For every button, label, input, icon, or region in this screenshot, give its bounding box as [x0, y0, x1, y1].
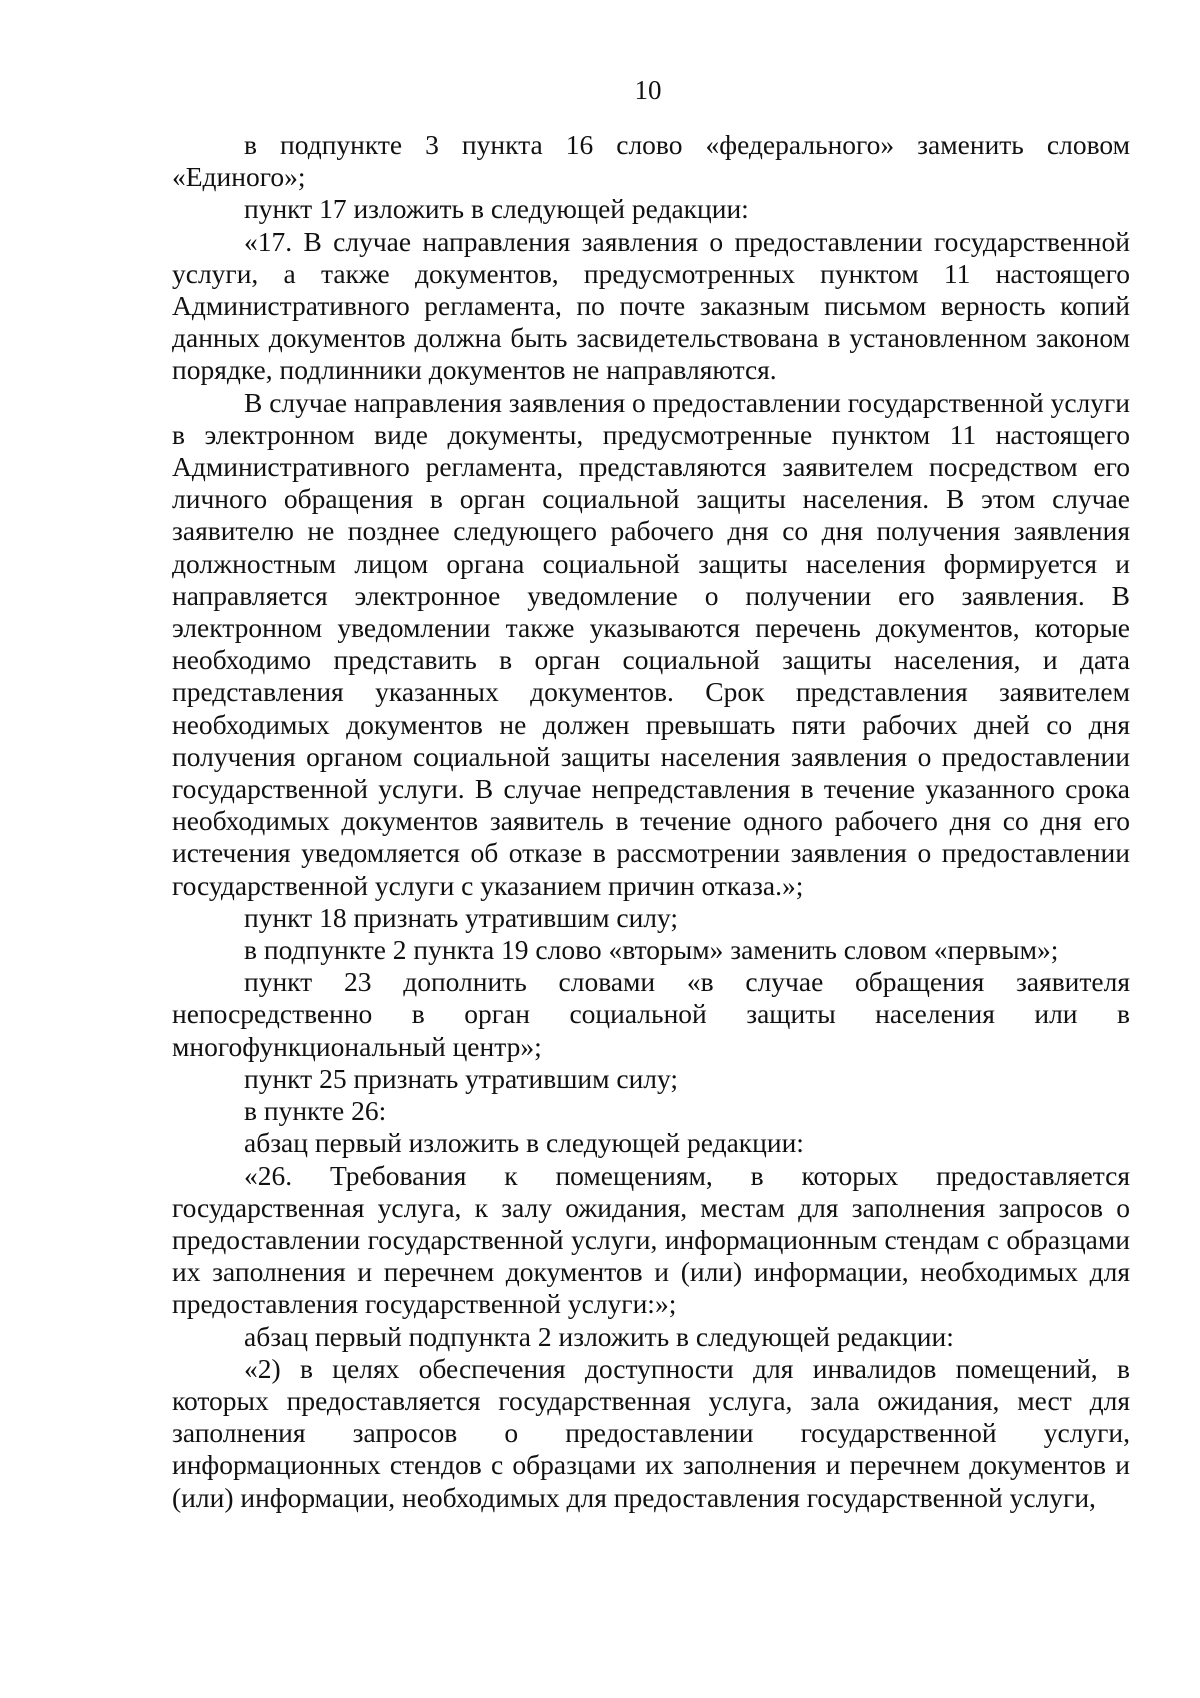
paragraph-11: «26. Требования к помещениям, в которых предоставляется государственная услуга, к залу ожидания, местам для заполнения запросов о предоставлении государственной услуги, информационным стендам с образцами их заполнения и перечнем документов и (или) информации, необходимых для предоставления государственной услуги:»; [172, 1159, 1130, 1320]
paragraph-12: абзац первый подпункта 2 изложить в следующей редакции: [244, 1320, 954, 1352]
paragraph-8: пункт 25 признать утратившим силу; [244, 1062, 679, 1094]
paragraph-5: пункт 18 признать утратившим силу; [244, 901, 679, 933]
paragraph-10: абзац первый изложить в следующей редакции: [244, 1127, 804, 1159]
page-number: 10 [634, 75, 662, 105]
paragraph-7: пункт 23 дополнить словами «в случае обращения заявителя непосредственно в орган социальной защиты населения или в многофункциональный центр»; [172, 966, 1130, 1062]
paragraph-1: в подпункте 3 пункта 16 слово «федерального» заменить словом «Единого»; [172, 129, 1130, 193]
paragraph-9: в пункте 26: [244, 1095, 387, 1127]
paragraph-13: «2) в целях обеспечения доступности для инвалидов помещений, в которых предоставляется государственная услуга, зала ожидания, мест для заполнения запросов о предоставлении государственной услуги, информационных стендов с образцами их заполнения и перечнем документов и (или) информации, необходимых для предоставления государственной услуги, [172, 1352, 1130, 1513]
paragraph-2: пункт 17 изложить в следующей редакции: [244, 193, 749, 225]
paragraph-4: В случае направления заявления о предоставлении государственной услуги в электронном виде документы, предусмотренные пунктом 11 настоящего Административного регламента, представляются заявителем посредством его личного обращения в орган социальной защиты населения. В этом случае заявителю не позднее следующего рабочего дня со дня получения заявления должностным лицом органа социальной защиты населения формируется и направляется электронное уведомление о получении его заявления. В электронном уведомлении также указываются перечень документов, которые необходимо представить в орган социальной защиты населения, и дата представления указанных документов. Срок представления заявителем необходимых документов не должен превышать пяти рабочих дней со дня получения органом социальной защиты населения заявления о предоставлении государственной услуги. В случае непредставления в течение указанного срока необходимых документов заявитель в течение одного рабочего дня со дня его истечения уведомляется об отказе в рассмотрении заявления о предоставлении государственной услуги с указанием причин отказа.»; [172, 386, 1130, 901]
paragraph-6: в подпункте 2 пункта 19 слово «вторым» заменить словом «первым»; [244, 934, 1059, 966]
paragraph-3: «17. В случае направления заявления о предоставлении государственной услуги, а также документов, предусмотренных пунктом 11 настоящего Административного регламента, по почте заказным письмом верность копий данных документов должна быть засвидетельствована в установленном законом порядке, подлинники документов не направляются. [172, 225, 1130, 386]
document-body [172, 129, 1130, 1514]
